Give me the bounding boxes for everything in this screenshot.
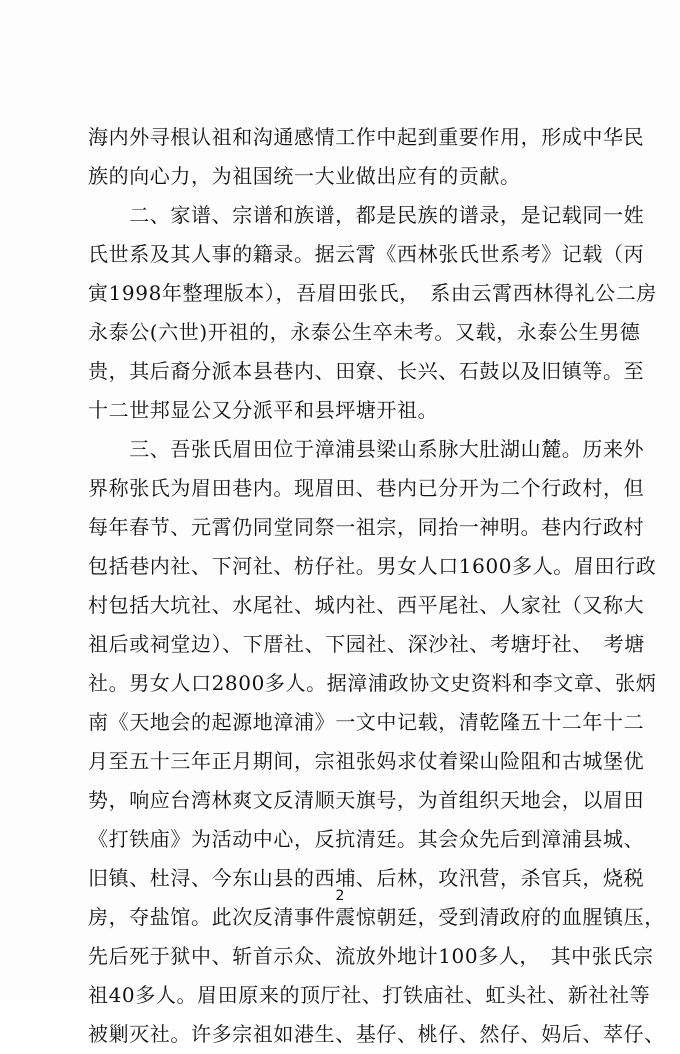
- text-line: 祖后或祠堂边）、下厝社、下园社、深沙社、考塘圩社、 考塘: [88, 632, 645, 656]
- text-line: 社。男女人口2800多人。据漳浦政协文史资料和李文章、张炳: [88, 671, 657, 695]
- text-line: 海内外寻根认祖和沟通感情工作中起到重要作用，形成中华民: [88, 125, 645, 149]
- text-line: 南《天地会的起源地漳浦》一文中记载，清乾隆五十二年十二: [88, 710, 645, 734]
- text-line: 氏世系及其人事的籍录。据云霄《西林张氏世系考》记载（丙: [88, 242, 645, 266]
- text-line: 祖40多人。眉田原来的顶厅社、打铁庙社、虹头社、新社社等: [88, 983, 651, 1007]
- text-line: 《打铁庙》为活动中心，反抗清廷。其会众先后到漳浦县城、: [88, 827, 645, 851]
- text-line: 势，响应台湾林爽文反清顺天旗号，为首组织天地会，以眉田: [88, 788, 645, 812]
- text-line: 旧镇、杜浔、今东山县的西埔、后林，攻汛营，杀官兵，烧税: [88, 866, 645, 890]
- text-line: 被剿灭社。许多宗祖如港生、基仔、桃仔、然仔、妈后、萃仔、: [88, 1022, 665, 1046]
- body-text: [88, 118, 665, 1054]
- text-line: 先后死于狱中、斩首示众、流放外地计100多人， 其中张氏宗: [88, 944, 654, 968]
- text-line: 永泰公(六世)开祖的，永泰公生卒未考。又载，永泰公生男德: [88, 320, 641, 344]
- text-line: 二、家谱、宗谱和族谱，都是民族的谱录，是记载同一姓: [88, 203, 645, 227]
- text-line: 寅1998年整理版本），吾眉田张氏， 系由云霄西林得礼公二房: [88, 281, 657, 305]
- text-line: 每年春节、元霄仍同堂同祭一祖宗，同抬一神明。巷内行政村: [88, 515, 645, 539]
- text-line: 界称张氏为眉田巷内。现眉田、巷内已分开为二个行政村，但: [88, 476, 645, 500]
- page-number: 2: [335, 888, 345, 904]
- text-line: 村包括大坑社、水尾社、城内社、西平尾社、人家社（又称大: [88, 593, 645, 617]
- text-line: 十二世邦显公又分派平和县坪塘开祖。: [88, 398, 439, 422]
- text-line: 月至五十三年正月期间，宗祖张妈求仗着梁山险阻和古城堡优: [88, 749, 645, 773]
- text-line: 三、吾张氏眉田位于漳浦县梁山系脉大肚湖山麓。历来外: [88, 437, 645, 461]
- text-line: 包括巷内社、下河社、枋仔社。男女人口1600多人。眉田行政: [88, 554, 657, 578]
- text-line: 贵，其后裔分派本县巷内、田寮、长兴、石鼓以及旧镇等。至: [88, 359, 645, 383]
- text-line: 族的向心力，为祖国统一大业做出应有的贡献。: [88, 164, 521, 188]
- text-line: 房，夺盐馆。此次反清事件震惊朝廷，受到清政府的血腥镇压，: [88, 905, 665, 929]
